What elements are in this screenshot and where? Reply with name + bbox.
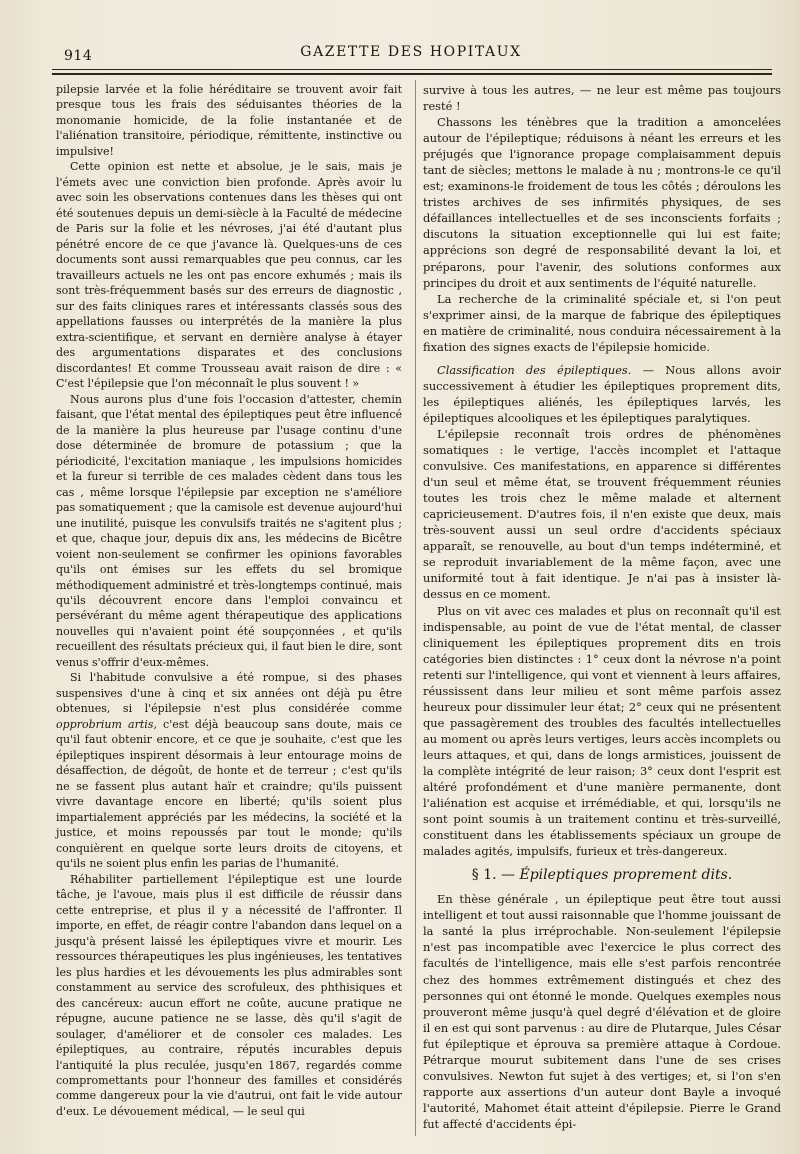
paragraph: En thèse générale , un épileptique peut être tout aussi intelligent et tout aussi raisonnable que l'homme jouissant de la santé la plus irréprochable. Non-seulement l'épilepsie n'est pas incompatible avec l'exercice le plus correct des facultés de l'intelligence, mais elle s'est parfois rencontrée chez des hommes extrêmement distingués et chez des personnes qui ont étonné le monde. Quelques exemples nous prouveront même jusqu'à quel degré d'élévation et de gloire il en est qui sont parvenus : au dire de Plutarque, Jules César fut épileptique et éprouva sa première attaque à Cordoue. Pétrarque mourut subitement dans l'une de ses crises convulsives. Newton fut sujet à des vertiges; et, si l'on s'en rapporte aux assertions d'un auteur dont Bayle a invoqué l'autorité, Mahomet était atteint d'épilepsie. Pierre le Grand fut affecté d'accidents épi- [423,892,781,1131]
right-column [423,82,781,1132]
page-header [50,40,772,62]
column-divider [415,80,416,1136]
paragraph: pilepsie larvée et la folie héréditaire se trouvent avoir fait presque tous les frais des séduisantes théories de la monomanie homicide, de la folie instantanée et de l'aliénation transitoire, périodique, rémittente, instinctive ou impulsive! [56,83,402,158]
left-column [56,82,402,1119]
paragraph-text: Si l'habitude convulsive a été rompue, si des phases suspensives d'une à cinq et six années ont déjà pu être obtenues, si l'épilepsie n'est plus considérée comme [56,671,402,716]
paragraph: La recherche de la criminalité spéciale et, si l'on peut s'exprimer ainsi, de la marque de fabrique des épileptiques en matière de criminalité, nous conduira nécessairement à la fixation des signes exacts de l'épilepsie homicide. [423,291,781,354]
paragraph: survive à tous les autres, — ne leur est même pas toujours resté ! [423,83,781,114]
section-number: § 1. — [471,867,520,884]
paragraph [56,670,402,871]
paragraph: Chassons les ténèbres que la tradition a amoncelées autour de l'épileptique; réduisons à néant les erreurs et les préjugés que l'ignorance propage complaisamment depuis tant de siècles; mettons le malade à nu ; montrons-le ce qu'il est; examinons-le froidement de tous les côtés ; déroulons les tristes archives de ses infirmités physiques, de ses défaillances intellectuelles et de ses inconscients forfaits ; discutons la situation exceptionnelle qui lui est faite; apprécions son degré de responsabilité devant la loi, et préparons, pour l'avenir, des solutions conformes aux principes du droit et aux sentiments de l'équité naturelle. [423,115,781,290]
header-rule-thick [52,73,772,75]
paragraph: Plus on vit avec ces malades et plus on reconnaît qu'il est indispensable, au point de vue de l'état mental, de classer cliniquement les épileptiques proprement dits en trois catégories bien distinctes : 1° ceux dont la névrose n'a point retenti sur l'intelligence, qui vont et viennent à leurs affaires, réussissent dans leur milieu et sont même parfois assez heureux pour dissimuler leur état; 2° ceux qui ne présentent que passagèrement des troubles des facultés intellectuelles au moment ou après leurs vertiges, leurs accès incomplets ou leurs attaques, et qui, dans de longs armistices, jouissent de la complète intégrité de leur raison; 3° ceux dont l'esprit est altéré profondément et d'une manière permanente, dont l'aliénation est acquise et irrémédiable, et qui, lorsqu'ils ne sont point soumis à un traitement continu et très-surveillé, constituent dans les établissements spéciaux un groupe de malades agités, impulsifs, furieux et très-dangereux. [423,603,781,859]
page-number: 914 [64,48,93,64]
paragraph-spacer [423,355,781,362]
paragraph: L'épilepsie reconnaît trois ordres de phénomènes somatiques : le vertige, l'accès incomplet et l'attaque convulsive. Ces manifestations, en apparence si différentes d'un seul et même état, se trouvent fréquemment réunies toutes les trois chez le même malade et alternent capricieusement. D'autres fois, il n'en existe que deux, mais très-souvent aussi un seul ordre d'accidents spéciaux apparaît, se renouvelle, au bout d'un temps indéterminé, et se reproduit invariablement de la même façon, avec une uniformité tout à fait identique. Je n'ai pas à insister là-dessus en ce moment. [423,426,781,602]
running-title: GAZETTE DES HOPITAUX [300,44,522,60]
italic-term: opprobrium artis [56,717,154,731]
paragraph: Réhabiliter partiellement l'épileptique est une lourde tâche, je l'avoue, mais plus il est difficile de réussir dans cette entreprise, et plus il y a nécessité de l'affronter. Il importe, en effet, de réagir contre l'abandon dans lequel on a jusqu'à présent laissé les épileptiques vivre et mourir. Les ressources thérapeutiques les plus ingénieuses, les tentatives les plus hardies et les dévouements les plus admirables sont constamment au service des scrofuleux, des phthisiques et des cancéreux: aucun effort ne coûte, aucune pratique ne répugne, aucune patience ne se lasse, dès qu'il s'agit de soulager, d'améliorer et de consoler ces malades. Les épileptiques, au contraire, réputés incurables depuis l'antiquité la plus reculée, jusqu'en 1867, regardés comme compromettants pour l'honneur des familles et considérés comme dangereux pour la vie d'autrui, ont fait le vide autour d'eux. Le dévouement médical, — le seul qui [56,872,402,1118]
paragraph-text: — Nous allons avoir successivement à étudier les épileptiques proprement dits, les épileptiques aliénés, les épileptiques larvés, les épileptiques alcooliques et les épileptiques paralytiques. [423,362,781,425]
section-title: Épileptiques proprement dits. [519,867,733,884]
paragraph [423,362,781,426]
section-heading [423,867,781,883]
paragraph: Nous aurons plus d'une fois l'occasion d'attester, chemin faisant, que l'état mental des épileptiques peut être influencé de la manière la plus heureuse par l'usage continu d'une dose déterminée de bromure de potassium ; que la périodicité, l'excitation maniaque , les impulsions homicides et la fureur si terrible de ces malades cèdent dans tous les cas , même lorsque l'épilepsie par exception ne s'améliore pas somatiquement ; que la camisole est devenue aujourd'hui une inutilité, puisque les convulsifs traités ne s'agitent plus ; et que, chaque jour, depuis dix ans, les médecins de Bicêtre voient non-seulement se confirmer les opinions favorables qu'ils ont émises sur les effets du sel bromique méthodiquement administré et très-longtemps continué, mais qu'ils découvrent encore dans l'emploi convaincu et persévérant du même agent thérapeutique des applications nouvelles qui n'avaient point été soupçonnées , et qu'ils recueillent des résultats précieux qui, il faut bien le dire, sont venus s'offrir d'eux-mêmes. [56,392,402,669]
header-rule-thin [52,69,772,70]
paragraph: Cette opinion est nette et absolue, je le sais, mais je l'émets avec une conviction bien profonde. Après avoir lu avec soin les observations contenues dans les thèses qui ont été soutenues depuis un demi-siècle à la Faculté de médecine de Paris sur la folie et les névroses, j'ai été d'autant plus pénétré encore de ce que j'avance là. Quelques-uns de ces documents sont aussi remarquables que peu connus, car les travailleurs actuels ne les ont pas encore exhumés ; mais ils sont très-fréquemment basés sur des erreurs de diagnostic , sur des faits cliniques rares et intéressants classés sous des appellations fausses ou interprétés de la manière la plus extra-scientifique, et servant en dernière analyse à étayer des argumentations disparates et des conclusions discordantes! Et comme Trousseau avait raison de dire : « C'est l'épilepsie que l'on méconnaît le plus souvent ! » [56,160,402,391]
paragraph-text: , c'est déjà beaucoup sans doute, mais ce qu'il faut obtenir encore, et ce que je souhaite, c'est que les épileptiques inspirent désormais à leur entourage moins de désaffection, de dégoût, de honte et de terreur ; c'est qu'ils ne se fassent plus autant haïr et craindre; qu'ils puissent vivre davantage encore en liberté; qu'ils soient plus impartialement appréciés par les médecins, la société et la justice, et moins repoussés par tout le monde; qu'ils conquièrent en quelque sorte leurs droits de citoyens, et qu'ils ne soient plus enfin les parias de l'humanité. [56,717,402,871]
subsection-title: Classification des épileptiques. [437,362,632,377]
